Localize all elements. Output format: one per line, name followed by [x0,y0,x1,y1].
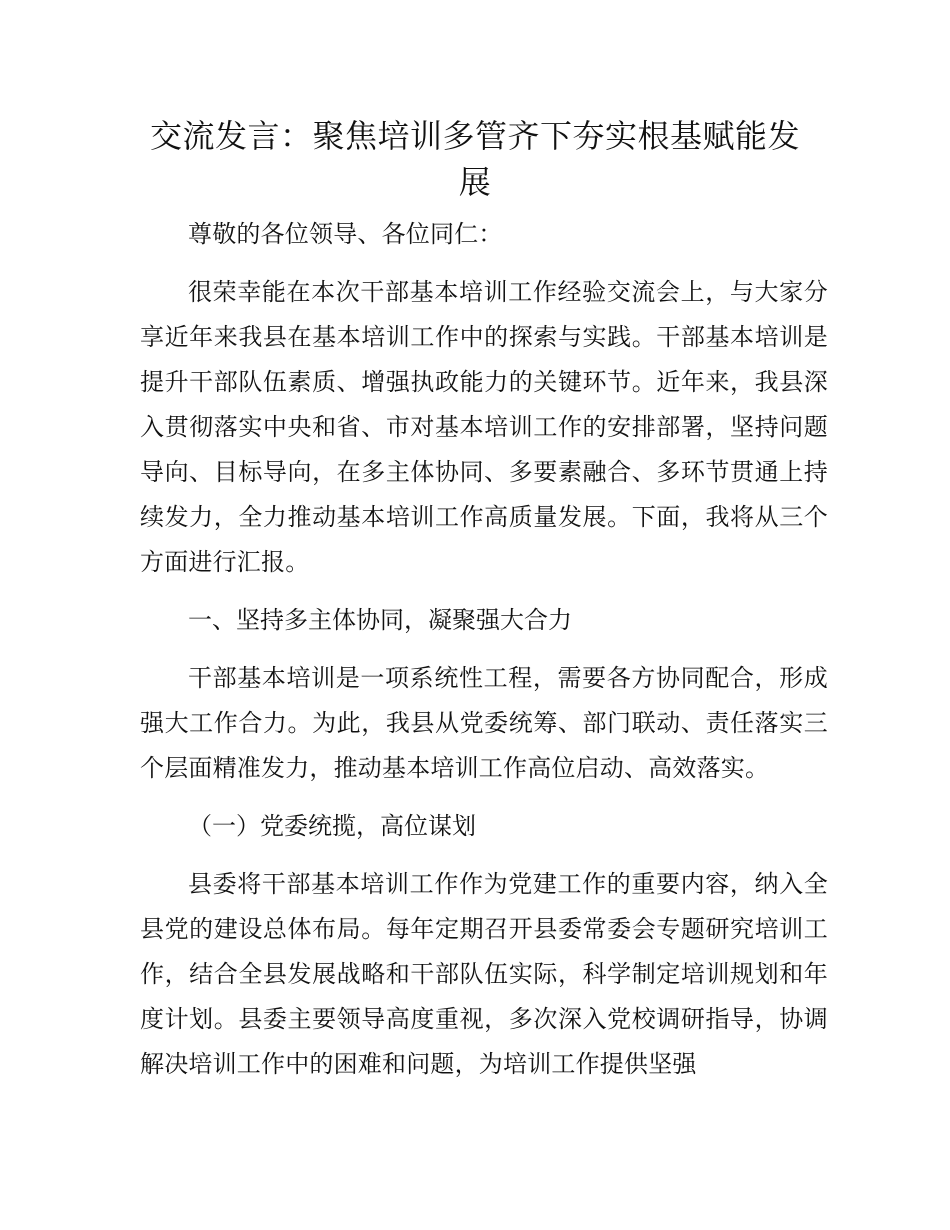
intro-paragraph: 很荣幸能在本次干部基本培训工作经验交流会上，与大家分享近年来我县在基本培训工作中的探索与实践。干部基本培训是提升干部队伍素质、增强执政能力的关键环节。近年来，我县深入贯彻落实中央和省、市对基本培训工作的安排部署，坚持问题导向、目标导向，在多主体协同、多要素融合、多环节贯通上持续发力，全力推动基本培训工作高质量发展。下面，我将从三个方面进行汇报。 [140,278,828,576]
section-paragraph: 干部基本培训是一项系统性工程，需要各方协同配合，形成强大工作合力。为此，我县从党委统筹、部门联动、责任落实三个层面精准发力，推动基本培训工作高位启动、高效落实。 [140,664,828,782]
subsection-paragraph: 县委将干部基本培训工作作为党建工作的重要内容，纳入全县党的建设总体布局。每年定期召开县委常委会专题研究培训工作，结合全县发展战略和干部队伍实际，科学制定培训规划和年度计划。县委主要领导高度重视，多次深入党校调研指导，协调解决培训工作中的困难和问题，为培训工作提供坚强 [140,870,828,1078]
subsection-heading: （一）党委统揽，高位谋划 [188,812,476,840]
greeting-paragraph: 尊敬的各位领导、各位同仁： [188,220,503,248]
section-heading: 一、坚持多主体协同，凝聚强大合力 [188,606,572,634]
document-title: 交流发言：聚焦培训多管齐下夯实根基赋能发展 [149,117,800,201]
document-body [140,212,828,1100]
